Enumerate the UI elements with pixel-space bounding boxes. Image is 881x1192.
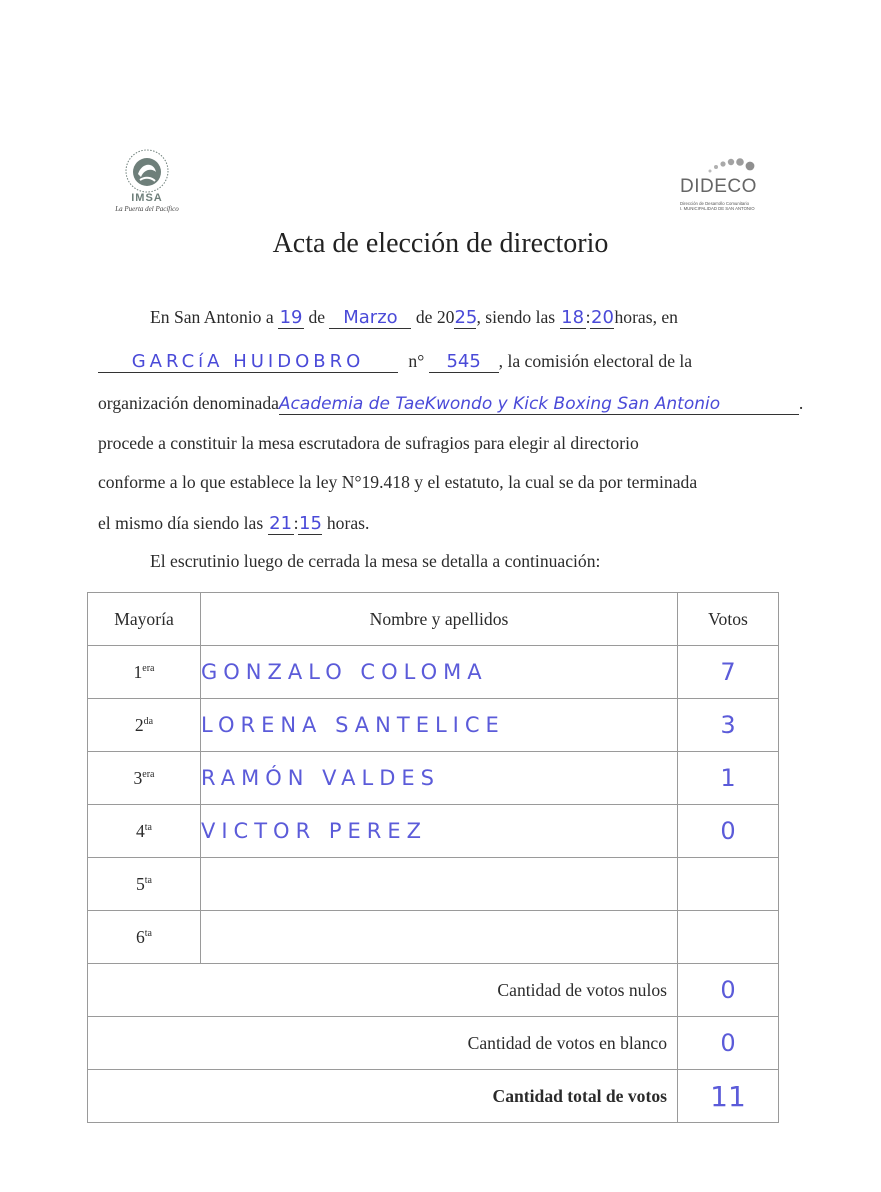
dideco-logo: [676, 155, 776, 220]
null-votes-value[interactable]: 0: [678, 964, 779, 1017]
municipal-seal-icon: [124, 148, 170, 194]
rank-cell: $4^{ta}$: [88, 805, 201, 858]
votes-cell[interactable]: 7: [678, 646, 779, 699]
blank-votes-row: [88, 1017, 779, 1070]
null-votes-row: [88, 964, 779, 1017]
votes-cell[interactable]: [678, 858, 779, 911]
imsa-wordmark: IMSA: [131, 192, 163, 204]
paragraph-line-7: El escrutinio luego de cerrada la mesa se detalla a continuación:: [150, 551, 601, 571]
table-row: [88, 911, 779, 964]
paragraph-line-4: procede a constituir la mesa escrutadora de sufragios para elegir al directorio: [98, 433, 639, 453]
rank-cell: $3^{era}$: [88, 752, 201, 805]
start-hour-field[interactable]: 18: [561, 307, 585, 328]
rank-cell: $1^{era}$: [88, 646, 201, 699]
end-hour-field[interactable]: 21: [269, 513, 293, 534]
candidate-name-cell[interactable]: RAMÓN VALDES: [201, 752, 678, 805]
imsa-tagline: La Puerta del Pacífico: [115, 205, 179, 213]
month-field[interactable]: Marzo: [343, 307, 398, 328]
rank-cell: $5^{ta}$: [88, 858, 201, 911]
table-row: [88, 858, 779, 911]
street-field[interactable]: GARCíA HUIDOBRO: [131, 351, 365, 372]
votes-cell[interactable]: 0: [678, 805, 779, 858]
candidate-name-cell[interactable]: LORENA SANTELICE: [201, 699, 678, 752]
column-header-votes: Votos: [678, 593, 779, 646]
candidate-name-cell[interactable]: GONZALO COLOMA: [201, 646, 678, 699]
table-header-row: [88, 593, 779, 646]
candidate-name-cell[interactable]: [201, 911, 678, 964]
election-results-table: [87, 592, 779, 1123]
street-number-field[interactable]: 545: [446, 351, 481, 372]
table-row: [88, 699, 779, 752]
organization-field[interactable]: Academia de TaeKwondo y Kick Boxing San Antonio: [278, 394, 721, 414]
start-minute-field[interactable]: 20: [591, 307, 614, 328]
candidate-name-cell[interactable]: [201, 858, 678, 911]
dideco-wordmark: DIDECO: [680, 176, 757, 197]
total-votes-label: Cantidad total de votos: [88, 1070, 678, 1123]
end-minute-field[interactable]: 15: [299, 513, 322, 534]
dideco-subtitle: Dirección de Desarrollo Comunitario I. MUNICIPALIDAD DE SAN ANTONIO: [680, 201, 755, 211]
votes-cell[interactable]: [678, 911, 779, 964]
paragraph-line-2: GARCíA HUIDOBRO n° 545 , la comisión electoral de la: [98, 350, 778, 386]
blank-votes-label: Cantidad de votos en blanco: [88, 1017, 678, 1070]
imsa-logo: [92, 148, 202, 228]
table-row: [88, 805, 779, 858]
total-votes-value[interactable]: 11: [678, 1070, 779, 1123]
total-votes-row: [88, 1070, 779, 1123]
null-votes-label: Cantidad de votos nulos: [88, 964, 678, 1017]
rank-cell: $6^{ta}$: [88, 911, 201, 964]
column-header-name: Nombre y apellidos: [201, 593, 678, 646]
table-row: [88, 646, 779, 699]
day-field[interactable]: 19: [279, 307, 303, 328]
column-header-rank: Mayoría: [88, 593, 201, 646]
rank-cell: $2^{da}$: [88, 699, 201, 752]
votes-cell[interactable]: 1: [678, 752, 779, 805]
paragraph-line-1: En San Antonio a 19 de Marzo de 2025, siendo las 18:20horas, en: [150, 307, 678, 328]
paragraph-line-6: el mismo día siendo las 21:15 horas.: [98, 513, 370, 534]
votes-cell[interactable]: 3: [678, 699, 779, 752]
dideco-dots-icon: [702, 155, 762, 177]
paragraph-line-5: conforme a lo que establece la ley N°19.418 y el estatuto, la cual se da por terminada: [98, 472, 698, 492]
paragraph-line-3: organización denominadaAcademia de TaeKwondo y Kick Boxing San Antonio .: [98, 393, 804, 414]
candidate-name-cell[interactable]: VICTOR PEREZ: [201, 805, 678, 858]
table-row: [88, 752, 779, 805]
document-title: Acta de elección de directorio: [272, 228, 609, 259]
year-field[interactable]: 25: [454, 307, 478, 328]
blank-votes-value[interactable]: 0: [678, 1017, 779, 1070]
